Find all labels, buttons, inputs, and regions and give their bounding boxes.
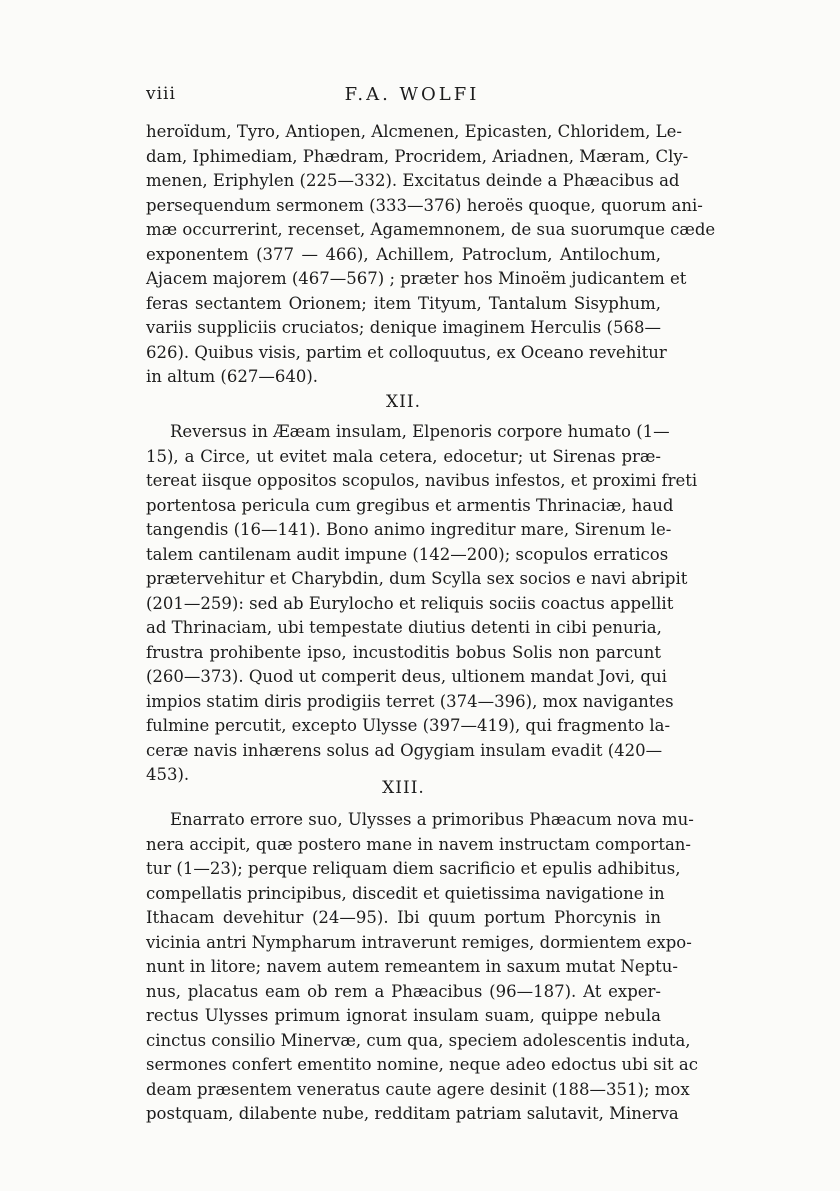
text-line: 626). Quibus visis, partim et colloquutus, ex Oceano revehitur	[146, 342, 667, 362]
text-line: nera accipit, quæ postero mane in navem instructam comportan-	[146, 834, 691, 854]
text-line: in altum (627—640).	[146, 367, 319, 386]
text-line: mæ occurrerint, recenset, Agamemnonem, de sua suorumque cæde	[146, 220, 716, 239]
text-line: variis suppliciis cruciatos; denique imaginem Herculis (568—	[146, 318, 661, 337]
text-line: Enarrato errore suo, Ulysses a primoribus Phæacum nova mu-	[170, 810, 694, 829]
text-line: persequendum sermonem (333—376) heroës quoque, quorum ani-	[146, 195, 703, 215]
text-line: postquam, dilabente nube, redditam patriam salutavit, Minerva	[146, 1104, 679, 1123]
text-line: deam præsentem veneratus caute agere desinit (188—351); mox	[146, 1079, 690, 1099]
text-line: cinctus consilio Minervæ, cum qua, speciem adolescentis induta,	[146, 1030, 691, 1050]
text-line: rectus Ulysses primum ignorat insulam suam, quippe nebula	[146, 1006, 661, 1025]
text-line: 453).	[146, 765, 190, 784]
text-line: Reversus in Ææam insulam, Elpenoris corpore humato (1—	[170, 422, 670, 441]
section-continuation	[146, 120, 716, 390]
text-line: prætervehitur et Charybdin, dum Scylla sex socios e navi abripit	[146, 569, 688, 588]
running-head	[146, 84, 678, 114]
section-heading: XII.	[386, 391, 421, 412]
text-line: portentosa pericula cum gregibus et armentis Thrinaciæ, haud	[146, 495, 674, 515]
text-line: sermones confert ementito nomine, neque adeo edoctus ubi sit ac	[146, 1055, 698, 1074]
text-line: talem cantilenam audit impune (142—200); scopulos erraticos	[146, 544, 669, 564]
text-line: ad Thrinaciam, ubi tempestate diutius detenti in cibi penuria,	[146, 618, 662, 637]
text-line: impios statim diris prodigiis terret (374—396), mox navigantes	[146, 691, 674, 711]
text-line: fulmine percutit, excepto Ulysse (397—419), qui fragmento la-	[146, 716, 671, 735]
section-xii	[146, 390, 698, 788]
text-line: menen, Eriphylen (225—332). Excitatus deinde a Phæacibus ad	[146, 171, 680, 190]
text-line: heroïdum, Tyro, Antiopen, Alcmenen, Epicasten, Chloridem, Le-	[146, 122, 682, 141]
text-line: exponentem (377 — 466), Achillem, Patroclum, Antilochum,	[146, 244, 661, 264]
text-line: dam, Iphimediam, Phædram, Procridem, Ariadnen, Mæram, Cly-	[146, 146, 689, 166]
section-xiii	[146, 776, 698, 1127]
text-line: ceræ navis inhærens solus ad Ogygiam insulam evadit (420—	[146, 740, 663, 760]
section-heading: XIII.	[382, 777, 425, 798]
text-line: feras sectantem Orionem; item Tityum, Tantalum Sisyphum,	[146, 293, 661, 313]
text-line: tur (1—23); perque reliquam diem sacrificio et epulis adhibitus,	[146, 859, 681, 878]
text-line: Ithacam devehitur (24—95). Ibi quum portum Phorcynis in	[146, 908, 661, 927]
text-line: 15), a Circe, ut evitet mala cetera, edocetur; ut Sirenas præ-	[146, 446, 661, 466]
running-title: F.A. WOLFI	[344, 84, 480, 105]
text-line: frustra prohibente ipso, incustoditis bobus Solis non parcunt	[146, 642, 661, 662]
text-line: nunt in litore; navem autem remeantem in saxum mutat Neptu-	[146, 957, 678, 976]
text-line: tereat iisque oppositos scopulos, navibus infestos, et proximi freti	[146, 471, 698, 490]
text-line: compellatis principibus, discedit et quietissima navigatione in	[146, 883, 665, 903]
text-line: (260—373). Quod ut comperit deus, ultionem mandat Jovi, qui	[146, 667, 667, 686]
text-line: tangendis (16—141). Bono animo ingreditur mare, Sirenum le-	[146, 520, 672, 539]
text-line: (201—259): sed ab Eurylocho et reliquis sociis coactus appellit	[146, 593, 674, 613]
body-text	[146, 120, 716, 1127]
text-line: Ajacem majorem (467—567) ; præter hos Minoëm judicantem et	[146, 269, 687, 288]
text-line: vicinia antri Nympharum intraverunt remiges, dormientem expo-	[146, 932, 692, 952]
text-line: nus, placatus eam ob rem a Phæacibus (96—187). At exper-	[146, 981, 661, 1001]
page-number: viii	[146, 84, 176, 104]
